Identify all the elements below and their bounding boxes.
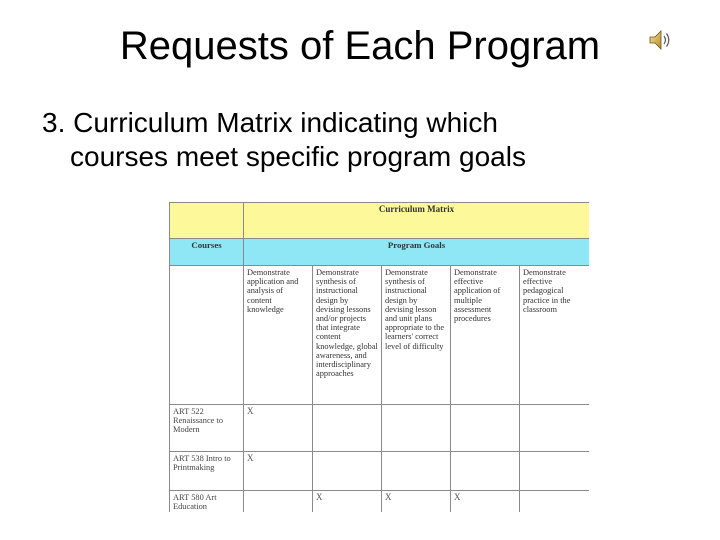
goal-mark: [382, 452, 451, 491]
goal-mark: X: [451, 491, 520, 513]
goal-mark: X: [382, 491, 451, 513]
bullet-line-2: courses meet specific program goals: [70, 141, 526, 172]
matrix-header-row: [170, 239, 590, 266]
goal-cell: Demonstrate synthesis of instructional design by devising lesson and unit plans appropriate to the learners' correct level of difficulty: [382, 266, 451, 405]
curriculum-matrix-table: [169, 202, 589, 512]
curriculum-matrix-image: [169, 202, 589, 512]
goal-mark: [451, 452, 520, 491]
goal-mark: [451, 405, 520, 452]
program-goals-header: Program Goals: [244, 239, 590, 266]
goal-mark: [520, 452, 590, 491]
goal-mark: [382, 405, 451, 452]
goal-mark: X: [244, 405, 313, 452]
goal-mark: X: [244, 452, 313, 491]
bullet-point: [42, 106, 702, 174]
goal-mark: X: [313, 491, 382, 513]
goals-row-label: [170, 266, 244, 405]
goal-cell: Demonstrate synthesis of instructional design by devising lessons and/or projects that integrate content knowledge, global awareness, and interdisciplinary approaches: [313, 266, 382, 405]
goal-mark: [313, 405, 382, 452]
goals-row: [170, 266, 590, 405]
courses-header: Courses: [170, 239, 244, 266]
goal-mark: [313, 452, 382, 491]
matrix-title: Curriculum Matrix: [244, 203, 590, 239]
table-row: [170, 452, 590, 491]
matrix-corner-cell: [170, 203, 244, 239]
table-row: [170, 405, 590, 452]
matrix-title-row: [170, 203, 590, 239]
course-name: ART 580 Art Education: [170, 491, 244, 513]
slide-title: Requests of Each Program: [119, 24, 601, 68]
goal-mark: [520, 405, 590, 452]
course-name: ART 538 Intro to Printmaking: [170, 452, 244, 491]
table-row: [170, 491, 590, 513]
goal-cell: Demonstrate effective pedagogical practice in the classroom: [520, 266, 590, 405]
course-name: ART 522 Renaissance to Modern: [170, 405, 244, 452]
goal-cell: Demonstrate effective application of multiple assessment procedures: [451, 266, 520, 405]
bullet-line-1: 3. Curriculum Matrix indicating which: [42, 107, 498, 138]
goal-cell: Demonstrate application and analysis of content knowledge: [244, 266, 313, 405]
speaker-icon[interactable]: [648, 28, 674, 52]
goal-mark: [244, 491, 313, 513]
goal-mark: [520, 491, 590, 513]
